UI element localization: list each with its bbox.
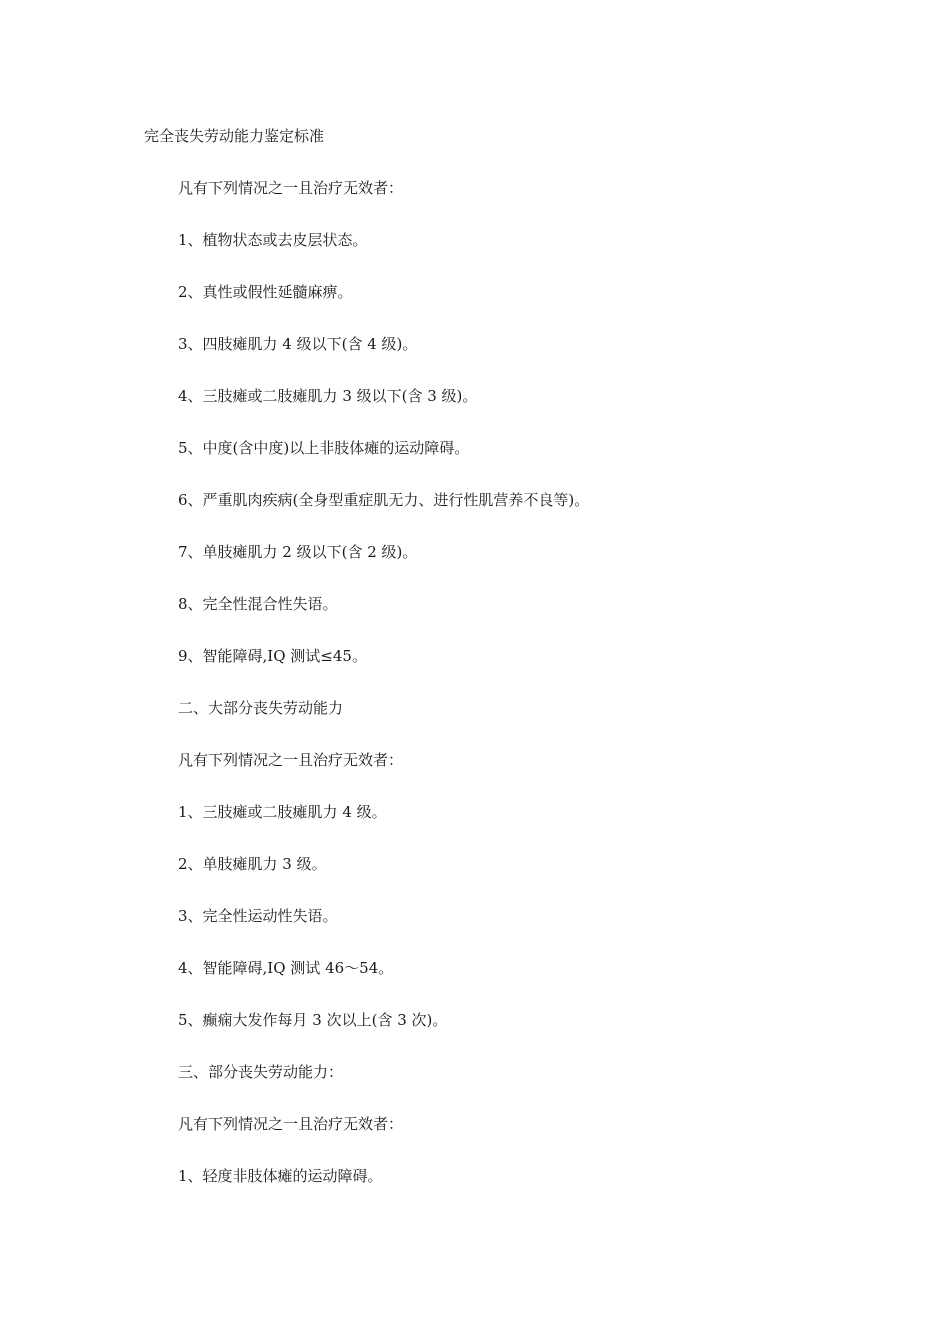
- paragraph-line: 4、智能障碍,IQ 测试 46～54。: [178, 959, 394, 977]
- paragraph-line: 9、智能障碍,IQ 测试≤45。: [178, 647, 367, 665]
- paragraph-line: 8、完全性混合性失语。: [178, 595, 338, 613]
- paragraph-line: 2、单肢瘫肌力 3 级。: [178, 855, 327, 873]
- document-title: 完全丧失劳动能力鉴定标准: [144, 127, 325, 145]
- paragraph-line: 凡有下列情况之一且治疗无效者：: [178, 1115, 404, 1133]
- paragraph-line: 2、真性或假性延髓麻痹。: [178, 283, 353, 301]
- paragraph-line: 3、四肢瘫肌力 4 级以下(含 4 级)。: [178, 335, 418, 353]
- paragraph-line: 1、轻度非肢体瘫的运动障碍。: [178, 1167, 383, 1185]
- paragraph-line: 1、三肢瘫或二肢瘫肌力 4 级。: [178, 803, 387, 821]
- paragraph-line: 5、癫痫大发作每月 3 次以上(含 3 次)。: [178, 1011, 448, 1029]
- paragraph-line: 5、中度(含中度)以上非肢体瘫的运动障碍。: [178, 439, 470, 457]
- section-heading: 三、部分丧失劳动能力：: [178, 1063, 344, 1081]
- paragraph-line: 凡有下列情况之一且治疗无效者：: [178, 751, 404, 769]
- paragraph-line: 1、植物状态或去皮层状态。: [178, 231, 368, 249]
- paragraph-line: 6、严重肌肉疾病(全身型重症肌无力、进行性肌营养不良等)。: [178, 491, 590, 509]
- paragraph-line: 凡有下列情况之一且治疗无效者：: [178, 179, 404, 197]
- section-heading: 二、大部分丧失劳动能力: [178, 699, 344, 717]
- paragraph-line: 4、三肢瘫或二肢瘫肌力 3 级以下(含 3 级)。: [178, 387, 478, 405]
- paragraph-line: 3、完全性运动性失语。: [178, 907, 338, 925]
- paragraph-line: 7、单肢瘫肌力 2 级以下(含 2 级)。: [178, 543, 418, 561]
